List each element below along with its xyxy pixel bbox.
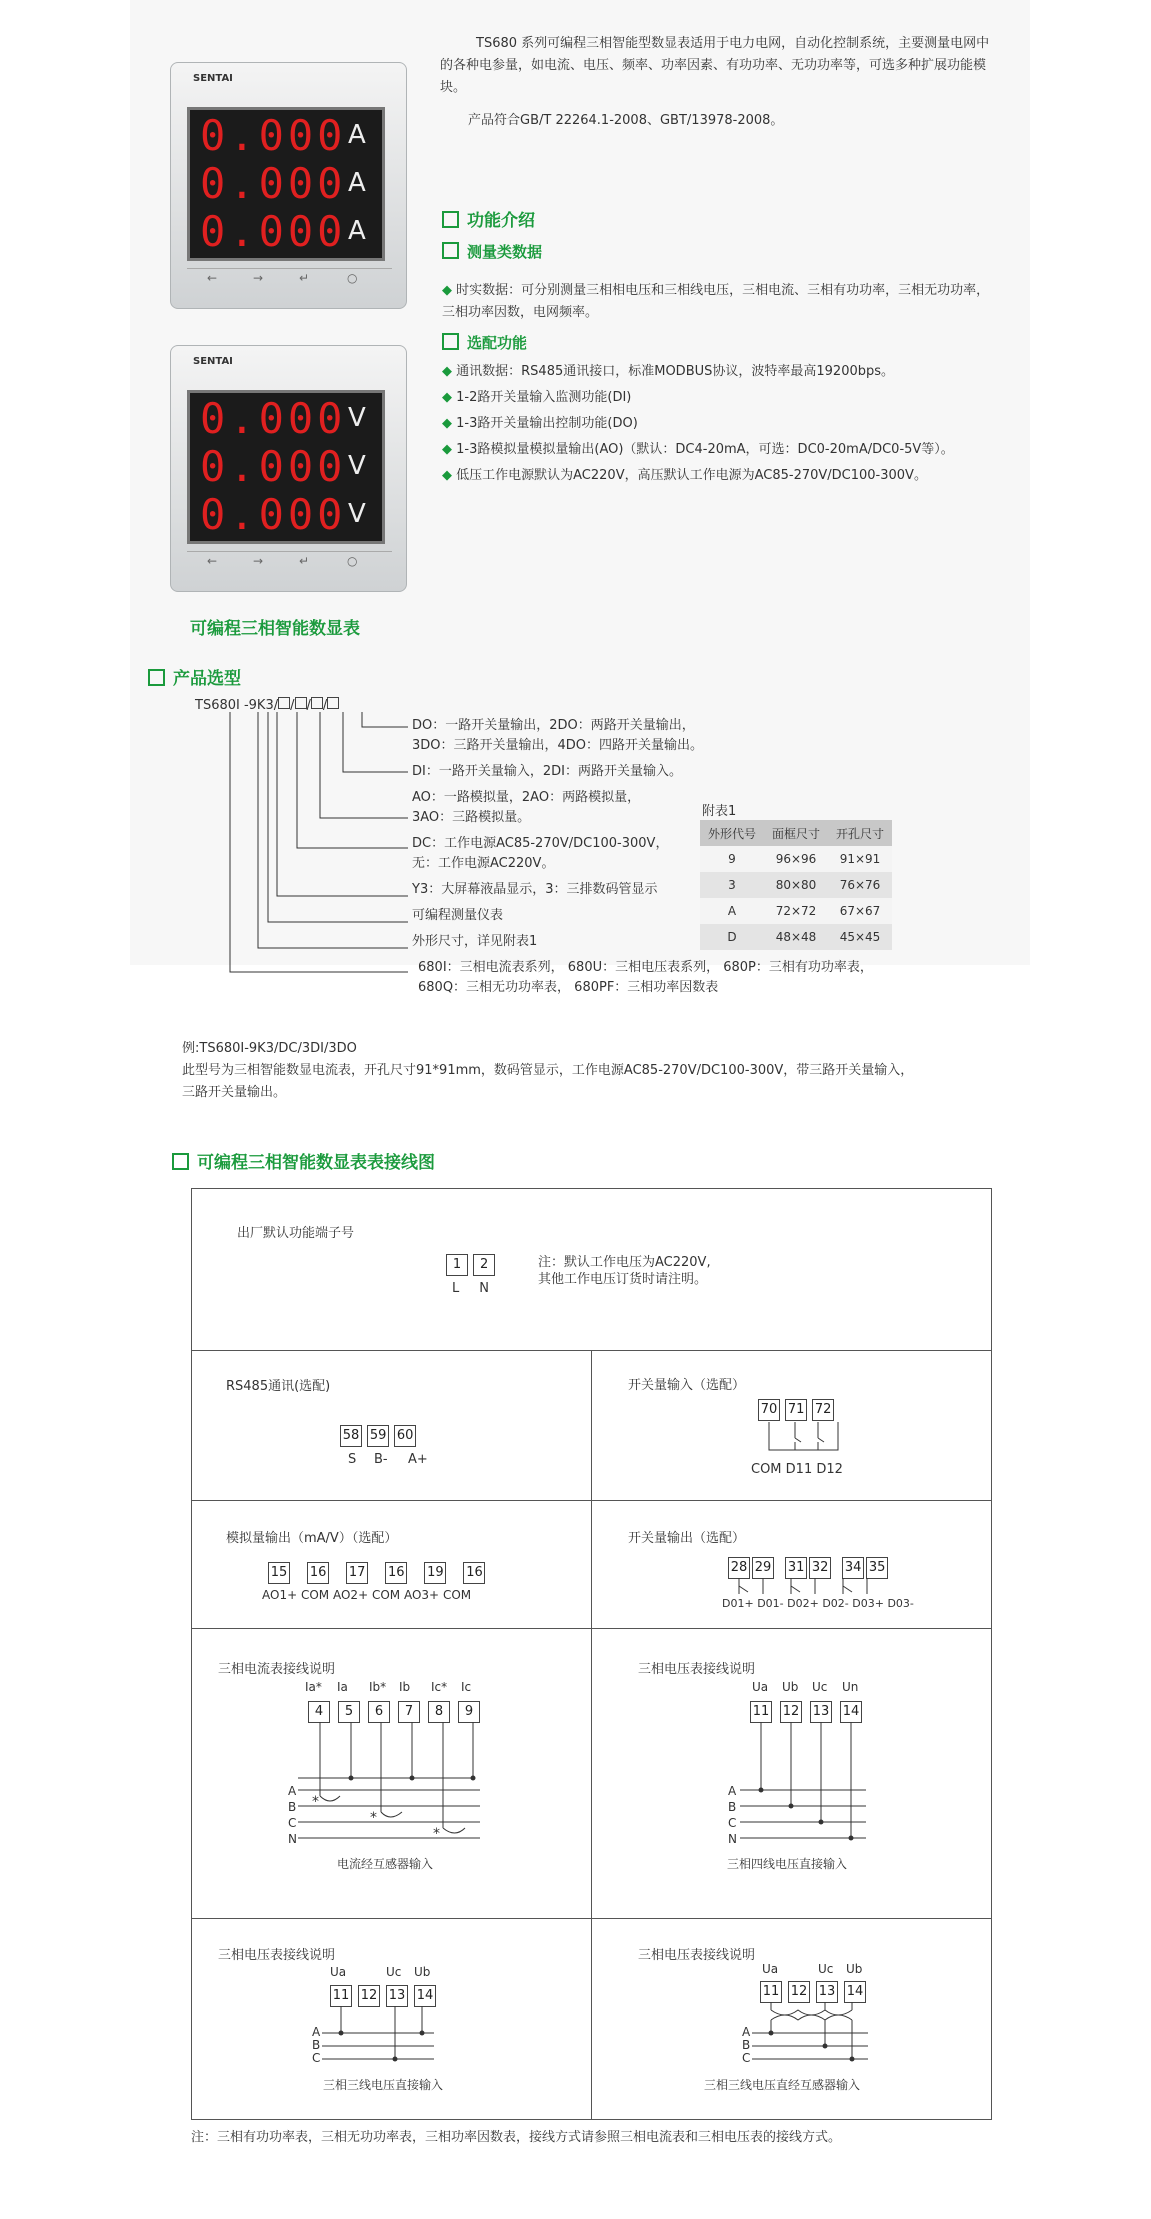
selection-label: 3DO：三路开关量输出，4DO：四路开关量输出。 bbox=[412, 738, 704, 753]
svg-text:*: * bbox=[433, 1826, 440, 1842]
table-header: 开孔尺寸 bbox=[828, 820, 892, 846]
option-item: ◆ 低压工作电源默认为AC220V，高压默认工作电源为AC85-270V/DC100-300V。 bbox=[442, 468, 927, 483]
v4-wiring bbox=[740, 1722, 880, 1842]
vt-terminals: 11 12 13 14 bbox=[760, 1980, 866, 2003]
v4-top-labels: Ua Ub Uc Un bbox=[752, 1680, 859, 1694]
v3-caption: 三相三线电压直接输入 bbox=[323, 2078, 444, 2092]
v4-title: 三相电压表接线说明 bbox=[638, 1662, 756, 1677]
selection-label: AO：一路模拟量，2AO：两路模拟量， bbox=[412, 790, 641, 805]
ao-title: 模拟量输出（mA/V）（选配） bbox=[226, 1531, 398, 1546]
selection-label: 680I：三相电流表系列， 680U：三相电压表系列， 680P：三相有功功率表， bbox=[418, 960, 873, 975]
default-title: 出厂默认功能端子号 bbox=[237, 1226, 355, 1241]
v3-top-labels: Ua Uc Ub bbox=[330, 1965, 431, 1979]
table-header: 面框尺寸 bbox=[764, 820, 828, 846]
meter-digit-row: 0.000 bbox=[200, 490, 347, 539]
meter-brand: SENTAI bbox=[193, 73, 233, 84]
wiring-note: 注：三相有功功率表，三相无功功率表，三相功率因数表，接线方式请参照三相电流表和三相电压表的接线方式。 bbox=[191, 2130, 842, 2145]
selection-label: DO：一路开关量输出，2DO：两路开关量输出， bbox=[412, 718, 695, 733]
option-item: ◆ 1-3路模拟量模拟量输出(AO)（默认：DC4-20mA，可选：DC0-20mA/DC0-5V等）。 bbox=[442, 442, 954, 457]
table-row: 3 80×80 76×76 bbox=[700, 872, 892, 898]
vt-title: 三相电压表接线说明 bbox=[638, 1948, 756, 1963]
meter-unit: A bbox=[348, 168, 366, 198]
section-subheading-measure: 测量类数据 bbox=[442, 241, 542, 262]
section-heading-func: 功能介绍 bbox=[442, 206, 535, 231]
selection-label: 可编程测量仪表 bbox=[412, 908, 504, 923]
section-subheading-options: 选配功能 bbox=[442, 332, 527, 353]
meter-digit-row: 0.000 bbox=[200, 207, 347, 256]
di-labels: COM D11 D12 bbox=[751, 1462, 843, 1477]
vt-phase-labels: A B C bbox=[742, 2025, 751, 2065]
meter-unit: A bbox=[348, 216, 366, 246]
rs485-terminals: 58 59 60 bbox=[340, 1424, 416, 1447]
v4-terminals: 11 12 13 14 bbox=[750, 1700, 862, 1723]
section-heading-selection: 产品选型 bbox=[148, 664, 241, 689]
meter-digit-row: 0.000 bbox=[200, 394, 347, 443]
meter-unit: V bbox=[348, 403, 366, 433]
selection-label: 680Q：三相无功功率表， 680PF：三相功率因数表 bbox=[418, 980, 719, 995]
svg-text:*: * bbox=[312, 1794, 319, 1810]
di-wiring bbox=[758, 1420, 848, 1460]
ci-caption: 电流经互感器输入 bbox=[337, 1857, 434, 1871]
vt-top-labels: Ua Uc Ub bbox=[762, 1962, 863, 1976]
ci-title: 三相电流表接线说明 bbox=[218, 1662, 336, 1677]
rs485-title: RS485通讯(选配) bbox=[226, 1379, 331, 1394]
default-labels: L N bbox=[452, 1281, 489, 1296]
default-note: 注：默认工作电压为AC220V, 其他工作电压订货时请注明。 bbox=[538, 1255, 711, 1287]
ao-labels: AO1+ COM AO2+ COM AO3+ COM bbox=[262, 1588, 472, 1602]
meter-unit: A bbox=[348, 120, 366, 150]
v3-wiring bbox=[322, 2006, 442, 2066]
do-labels: D01+ D01- D02+ D02- D03+ D03- bbox=[722, 1597, 914, 1610]
meter-digit-row: 0.000 bbox=[200, 159, 347, 208]
measure-item: ◆ 时实数据：可分别测量三相相电压和三相线电压，三相电流、三相有功功率，三相无功功率，三相功率因数，电网频率。 bbox=[442, 283, 990, 320]
intro-paragraph: TS680 系列可编程三相智能型数显表适用于电力电网，自动化控制系统，主要测量电网中的各种电参量，如电流、电压、频率、功率因素、有功功率、无功功率等，可选多种扩展功能模块。 bbox=[440, 36, 990, 95]
meter-digit-row: 0.000 bbox=[200, 442, 347, 491]
ci-wiring bbox=[290, 1722, 490, 1842]
rs485-labels: S B- A+ bbox=[348, 1452, 428, 1467]
option-item: ◆ 1-3路开关量输出控制功能(DO) bbox=[442, 416, 638, 431]
section-heading-wiring: 可编程三相智能数显表表接线图 bbox=[172, 1148, 435, 1173]
option-item: ◆ 通讯数据：RS485通讯接口，标准MODBUS协议，波特率最高19200bps。 bbox=[442, 364, 895, 379]
v3-title: 三相电压表接线说明 bbox=[218, 1948, 336, 1963]
product-name: 可编程三相智能数显表 bbox=[190, 619, 360, 639]
meter-buttons: ← → ↵ ○ bbox=[187, 268, 392, 291]
default-terminals: 1 2 bbox=[446, 1253, 495, 1276]
selection-label: DI：一路开关量输入，2DI：两路开关量输入。 bbox=[412, 764, 682, 779]
dim-table-title: 附表1 bbox=[702, 804, 737, 819]
model-code: TS680I -9K3/ / / / bbox=[195, 697, 339, 713]
option-item: ◆ 1-2路开关量输入监测功能(DI) bbox=[442, 390, 632, 405]
meter-brand: SENTAI bbox=[193, 356, 233, 367]
table-row: A 72×72 67×67 bbox=[700, 898, 892, 924]
example-text: 例:TS680I-9K3/DC/3DI/3DO 此型号为三相智能数显电流表，开孔尺寸91*91mm，数码管显示，工作电源AC85-270V/DC100-300V，带三路开关量输入， 三路开关量输出。 bbox=[182, 1041, 914, 1100]
selection-label: 外形尺寸，详见附表1 bbox=[412, 934, 538, 949]
table-row: D 48×48 45×45 bbox=[700, 924, 892, 950]
v4-phase-labels: A B C N bbox=[728, 1784, 737, 1846]
selection-label: DC：工作电源AC85-270V/DC100-300V， bbox=[412, 836, 669, 851]
do-terminals: 28 29 31 32 34 35 bbox=[728, 1556, 888, 1579]
selection-label: Y3：大屏幕液晶显示，3：三排数码管显示 bbox=[412, 882, 658, 897]
vt-wiring bbox=[752, 2002, 882, 2064]
meter-unit: V bbox=[348, 499, 366, 529]
meter-buttons: ← → ↵ ○ bbox=[187, 551, 392, 574]
vt-caption: 三相三线电压直经互感器输入 bbox=[704, 2078, 861, 2092]
selection-label: 无：工作电源AC220V。 bbox=[412, 856, 555, 871]
ci-phase-labels: A B C N bbox=[288, 1784, 297, 1846]
ci-top-labels: Ia* Ia Ib* Ib Ic* Ic bbox=[305, 1680, 472, 1694]
v3-phase-labels: A B C bbox=[312, 2025, 321, 2065]
meter-unit: V bbox=[348, 451, 366, 481]
ci-terminals: 4 5 6 7 8 9 bbox=[308, 1700, 480, 1723]
intro-standard: 产品符合GB/T 22264.1-2008、GBT/13978-2008。 bbox=[468, 113, 784, 128]
v3-terminals: 11 12 13 14 bbox=[330, 1984, 436, 2007]
do-title: 开关量输出（选配） bbox=[628, 1531, 746, 1546]
meter-digit-row: 0.000 bbox=[200, 111, 347, 160]
di-title: 开关量输入（选配） bbox=[628, 1378, 746, 1393]
selection-label: 3AO：三路模拟量。 bbox=[412, 810, 531, 825]
dim-table bbox=[700, 820, 892, 950]
svg-text:*: * bbox=[370, 1810, 377, 1826]
table-row: 9 96×96 91×91 bbox=[700, 846, 892, 872]
di-terminals: 70 71 72 bbox=[758, 1398, 834, 1421]
ao-terminals: 15 16 17 16 19 16 bbox=[268, 1561, 485, 1584]
table-header: 外形代号 bbox=[700, 820, 764, 846]
v4-caption: 三相四线电压直接输入 bbox=[727, 1857, 848, 1871]
